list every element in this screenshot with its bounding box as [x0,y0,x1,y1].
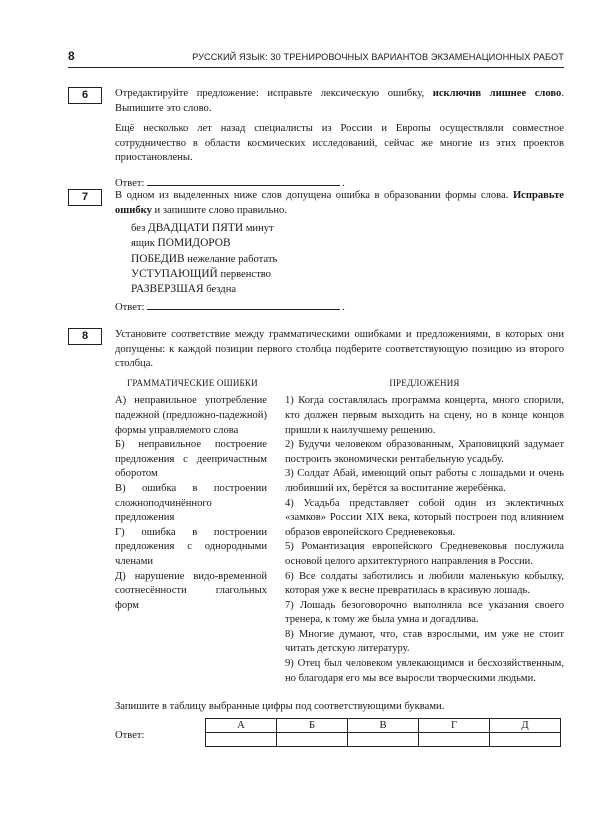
task-7-body [115,189,564,316]
sentence-item: 3) Солдат Абай, имеющий опыт работы с лошадьми и очень любивший их, берётся за воспитание жеребёнка. [285,468,564,494]
errors-column [115,376,267,614]
word-list [131,221,564,297]
answer-table [205,718,561,747]
highlighted-word: ДВАДЦАТИ ПЯТИ [147,222,244,235]
task-6-body [115,87,564,192]
sentence-item: 8) Многие думают, что, став взрослыми, им уже не стоит читать детскую литературу. [285,628,564,655]
answer-cell[interactable] [490,733,561,747]
task-7 [68,189,564,314]
task-7-prompt: В одном из выделенных ниже слов допущена ошибка в образовании формы слова. Исправьте ошибку и запишите слово правильно. [115,190,564,216]
task-8-answer-label: Ответ: [115,730,145,741]
highlighted-word: ПОБЕДИВ [131,252,185,265]
table-instruction: Запишите в таблицу выбранные цифры под соответствующими буквами. [115,701,445,712]
answer-cell[interactable] [419,733,490,747]
task-8 [68,328,564,698]
sentence-item: 5) Романтизация европейского Средневековья послужила основой целого архитектурного направления в России. [285,541,564,567]
running-title: РУССКИЙ ЯЗЫК: 30 ТРЕНИРОВОЧНЫХ ВАРИАНТОВ ЭКЗАМЕНАЦИОННЫХ РАБОТ [192,52,564,62]
task-number-8: 8 [68,328,102,345]
word-item: РАЗВЕРЗШАЯ бездна [131,283,237,295]
sentence-item: 1) Когда составлялась программа концерта, много спорили, кто должен первым выходить на сцену, но в конце концов пришли к наилучшему решению. [285,395,564,436]
highlighted-word: РАЗВЕРЗШАЯ [131,283,204,295]
sentence-item: 7) Лошадь безоговорочно выполняла все указания своего тренера, к тому же была умна и догадлива. [285,599,564,626]
answer-field[interactable] [147,300,340,310]
word-item: УСТУПАЮЩИЙ первенство [131,267,271,280]
error-item: Б) неправильное построение предложения с деепричастным оборотом [115,439,267,480]
task-8-body [115,328,564,696]
word-item: ящик ПОМИДОРОВ [131,237,231,250]
task-6 [68,87,565,189]
task-8-prompt: Установите соответствие между грамматическими ошибками и предложениями, в которых они допущены: к каждой позиции первого столбца подберите соответствующую позицию из второго столбца. [115,329,564,370]
task-number-6: 6 [68,87,102,104]
error-item: А) неправильное употребление падежной (предложно-падежной) формы управляемого слова [115,395,267,436]
answer-table-header: В [348,719,419,733]
matching-columns [115,376,564,696]
answer-table-header: Д [490,719,561,733]
error-item: В) ошибка в построении сложноподчинённого предложения [115,482,267,524]
highlighted-word: УСТУПАЮЩИЙ [131,267,218,280]
task-6-prompt: Отредактируйте предложение: исправьте лексическую ошибку, исключив лишнее слово. Выпишите это слово. [115,88,565,114]
page-number: 8 [68,49,75,63]
answer-cell[interactable] [348,733,419,747]
sentence-item: 9) Отец был человеком увлекающимся и бесхозяйственным, но благодаря его мы все выросли творческими людьми. [285,658,564,684]
task-7-answer[interactable]: Ответ: . [115,302,345,314]
task-number-7: 7 [68,189,102,206]
sentences-column [285,376,564,686]
task-6-answer[interactable]: Ответ: . [115,177,345,189]
word-item: без ДВАДЦАТИ ПЯТИ минут [131,222,274,235]
answer-table-header: Г [419,719,490,733]
sentence-item: 2) Будучи человеком образованным, Храповицкий задумает построить экономически рентабельную усадьбу. [285,439,564,465]
error-item: Д) нарушение видо-временной соотнесённости глагольных форм [115,570,267,611]
sentences-column-header: ПРЕДЛОЖЕНИЯ [389,377,460,388]
sentence-item: 6) Все солдаты заботились и любили маленькую кобылку, которая уже к весне превратилась в красивую лошадь. [285,570,564,597]
answer-table-header: Б [277,719,348,733]
highlighted-word: ПОМИДОРОВ [157,237,231,250]
running-header [68,49,564,68]
answer-cell[interactable] [277,733,348,747]
error-item: Г) ошибка в построении предложения с однородными членами [115,526,267,567]
answer-cell[interactable] [206,733,277,747]
sentence-item: 4) Усадьба представляет собой один из эклектичных «замков» России XIX века, который построен под влиянием образов европейского Средневековья. [285,497,564,538]
errors-column-header: ГРАММАТИЧЕСКИЕ ОШИБКИ [127,377,258,388]
task-6-sentence: Ещё несколько лет назад специалисты из России и Европы осуществляли совместное сотрудничество в области космических исследований, сейчас же многие из этих проектов приостановлены. [115,123,564,164]
answer-table-header: А [206,719,277,733]
word-item: ПОБЕДИВ нежелание работать [131,252,278,265]
answer-field[interactable] [147,176,340,186]
